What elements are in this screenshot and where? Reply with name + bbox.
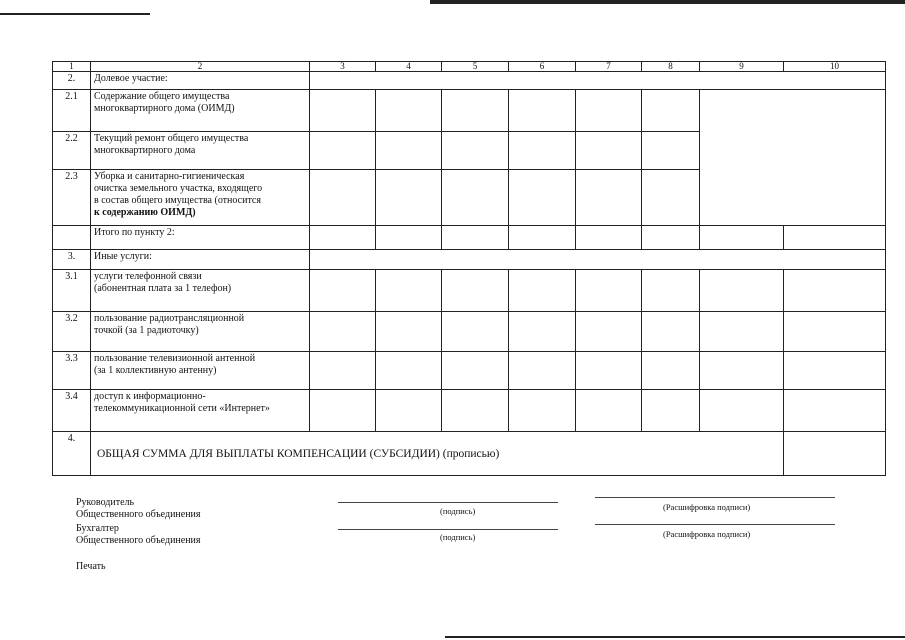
value-cell[interactable]	[376, 390, 442, 432]
value-cell[interactable]	[576, 312, 642, 352]
accountant-signature-label	[76, 523, 201, 547]
column-number: 9	[700, 62, 784, 72]
column-number: 7	[576, 62, 642, 72]
accountant-title: Бухгалтер	[76, 523, 119, 534]
value-cell[interactable]	[784, 270, 886, 312]
row-number: 2.	[53, 72, 91, 90]
value-cell[interactable]	[700, 270, 784, 312]
row-number: 3.	[53, 250, 91, 270]
value-cell[interactable]	[509, 312, 576, 352]
description-line: пользование телевизионной антенной	[94, 353, 256, 364]
value-cell[interactable]	[509, 226, 576, 250]
value-cell[interactable]	[509, 170, 576, 226]
row-number: 2.2	[53, 132, 91, 170]
row-description	[91, 352, 310, 390]
value-cell[interactable]	[509, 132, 576, 170]
table-row	[53, 90, 886, 132]
description-line: доступ к информационно-	[94, 391, 206, 402]
description-line: услуги телефонной связи	[94, 271, 202, 282]
row-description	[91, 270, 310, 312]
section-title: Долевое участие:	[91, 72, 310, 90]
description-line: в состав общего имущества (относится	[94, 195, 261, 206]
value-cell[interactable]	[642, 170, 700, 226]
section-title: Иные услуги:	[91, 250, 310, 270]
accountant-decode-line[interactable]	[595, 524, 835, 525]
value-cell[interactable]	[376, 226, 442, 250]
row-description	[91, 132, 310, 170]
description-line: пользование радиотрансляционной	[94, 313, 245, 324]
value-cell[interactable]	[442, 170, 509, 226]
row-number: 3.4	[53, 390, 91, 432]
grand-total-row	[53, 432, 886, 476]
description-line: Уборка и санитарно-гигиеническая	[94, 171, 245, 182]
row-number	[53, 226, 91, 250]
value-cell[interactable]	[784, 352, 886, 390]
value-cell[interactable]	[376, 132, 442, 170]
row-description	[91, 312, 310, 352]
column-number: 8	[642, 62, 700, 72]
grand-total-label: ОБЩАЯ СУММА ДЛЯ ВЫПЛАТЫ КОМПЕНСАЦИИ (СУБСИДИИ) (прописью)	[91, 432, 784, 476]
value-cell[interactable]	[642, 312, 700, 352]
grand-total-value[interactable]	[784, 432, 886, 476]
description-line: телекоммуникационной сети «Интернет»	[94, 403, 270, 414]
description-line: Текущий ремонт общего имущества	[94, 133, 249, 144]
description-line: очистка земельного участка, входящего	[94, 183, 263, 194]
total-row	[53, 226, 886, 250]
column-number-row	[53, 62, 886, 72]
table-row	[53, 390, 886, 432]
value-cell[interactable]	[576, 352, 642, 390]
value-cell[interactable]	[784, 226, 886, 250]
table-row	[53, 352, 886, 390]
value-cell[interactable]	[310, 170, 376, 226]
value-cell[interactable]	[376, 312, 442, 352]
value-cell[interactable]	[310, 270, 376, 312]
value-cell[interactable]	[576, 270, 642, 312]
row-number: 4.	[53, 432, 91, 476]
stamp-label: Печать	[76, 561, 106, 572]
value-cell[interactable]	[642, 270, 700, 312]
value-cell[interactable]	[700, 312, 784, 352]
value-cell[interactable]	[310, 352, 376, 390]
value-cell[interactable]	[310, 390, 376, 432]
accountant-signature-caption: (подпись)	[440, 532, 476, 542]
value-cell[interactable]	[376, 352, 442, 390]
row-description	[91, 170, 310, 226]
column-number: 3	[310, 62, 376, 72]
row-description	[91, 90, 310, 132]
row-number: 2.1	[53, 90, 91, 132]
value-cell[interactable]	[576, 170, 642, 226]
row-number: 2.3	[53, 170, 91, 226]
head-signature-caption: (подпись)	[440, 506, 476, 516]
value-cell[interactable]	[576, 226, 642, 250]
value-cell[interactable]	[509, 270, 576, 312]
head-title: Руководитель	[76, 497, 135, 508]
row-description	[91, 390, 310, 432]
value-cell[interactable]	[784, 390, 886, 432]
value-cell[interactable]	[509, 90, 576, 132]
empty-cell[interactable]	[310, 72, 886, 90]
accountant-organization: Общественного объединения	[76, 535, 201, 546]
head-decode-caption: (Расшифровка подписи)	[663, 502, 751, 512]
value-cell[interactable]	[700, 90, 886, 226]
description-line: (абонентная плата за 1 телефон)	[94, 283, 232, 294]
value-cell[interactable]	[576, 390, 642, 432]
value-cell[interactable]	[784, 312, 886, 352]
column-number: 4	[376, 62, 442, 72]
value-cell[interactable]	[576, 90, 642, 132]
section-row	[53, 72, 886, 90]
head-signature-label	[76, 497, 201, 521]
column-number: 6	[509, 62, 576, 72]
head-organization: Общественного объединения	[76, 509, 201, 520]
value-cell[interactable]	[700, 226, 784, 250]
description-line: точкой (за 1 радиоточку)	[94, 325, 199, 336]
value-cell[interactable]	[642, 132, 700, 170]
description-line: к содержанию ОИМД)	[94, 207, 196, 218]
value-cell[interactable]	[700, 390, 784, 432]
value-cell[interactable]	[509, 390, 576, 432]
description-line: многоквартирного дома	[94, 145, 196, 156]
description-line: (за 1 коллективную антенну)	[94, 365, 217, 376]
section-row	[53, 250, 886, 270]
total-label: Итого по пункту 2:	[91, 226, 310, 250]
value-cell[interactable]	[376, 270, 442, 312]
value-cell[interactable]	[310, 132, 376, 170]
value-cell[interactable]	[442, 270, 509, 312]
column-number: 2	[91, 62, 310, 72]
value-cell[interactable]	[642, 90, 700, 132]
value-cell[interactable]	[442, 312, 509, 352]
value-cell[interactable]	[442, 390, 509, 432]
value-cell[interactable]	[700, 352, 784, 390]
value-cell[interactable]	[442, 90, 509, 132]
compensation-table	[52, 61, 886, 476]
value-cell[interactable]	[509, 352, 576, 390]
value-cell[interactable]	[442, 226, 509, 250]
row-number: 3.2	[53, 312, 91, 352]
value-cell[interactable]	[642, 226, 700, 250]
row-number: 3.3	[53, 352, 91, 390]
row-number: 3.1	[53, 270, 91, 312]
head-decode-line[interactable]	[595, 497, 835, 498]
column-number: 10	[784, 62, 886, 72]
head-signature-line[interactable]	[338, 502, 558, 503]
table-row	[53, 312, 886, 352]
accountant-decode-caption: (Расшифровка подписи)	[663, 529, 751, 539]
value-cell[interactable]	[310, 226, 376, 250]
description-line: Содержание общего имущества	[94, 91, 230, 102]
column-number: 5	[442, 62, 509, 72]
scan-artifact-top	[0, 13, 150, 15]
value-cell[interactable]	[442, 132, 509, 170]
value-cell[interactable]	[310, 90, 376, 132]
value-cell[interactable]	[576, 132, 642, 170]
scan-artifact-top-right	[430, 0, 905, 4]
column-number: 1	[53, 62, 91, 72]
value-cell[interactable]	[442, 352, 509, 390]
empty-cell[interactable]	[310, 250, 886, 270]
value-cell[interactable]	[376, 90, 442, 132]
value-cell[interactable]	[642, 390, 700, 432]
scan-artifact-bottom	[445, 636, 905, 638]
value-cell[interactable]	[310, 312, 376, 352]
value-cell[interactable]	[376, 170, 442, 226]
table-row	[53, 270, 886, 312]
value-cell[interactable]	[642, 352, 700, 390]
accountant-signature-line[interactable]	[338, 529, 558, 530]
description-line: многоквартирного дома (ОИМД)	[94, 103, 235, 114]
